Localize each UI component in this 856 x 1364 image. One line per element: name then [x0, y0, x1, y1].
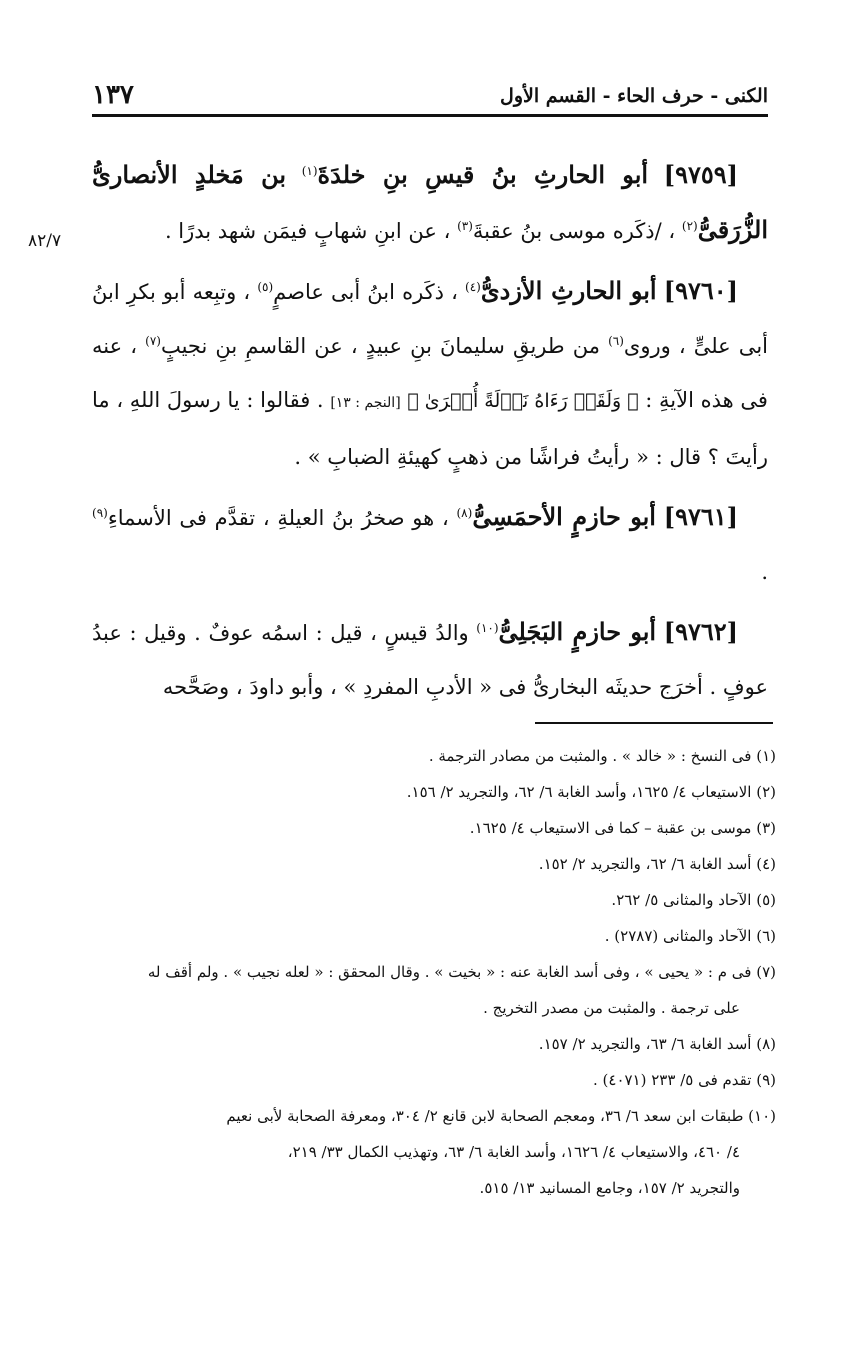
running-title: الكنى - حرف الحاء - القسم الأول — [500, 85, 768, 107]
footnote-marker: (٢) — [681, 219, 698, 233]
page-header — [92, 80, 768, 117]
footnote-continuation: على ترجمة . والمثبت من مصدر التخريج . — [483, 999, 740, 1017]
entry-text: . — [761, 560, 768, 584]
footnote-divider — [535, 722, 773, 724]
footnote-marker: (٨) — [456, 506, 473, 520]
footnote-marker: (١) — [301, 164, 318, 178]
footnote: (٧) فى م : « يحيى » ، وفى أسد الغابة عنه : « بخيت » . وقال المحقق : « لعله نجيب » . ولم أقف له — [147, 963, 776, 981]
footnote: (١٠) طبقات ابن سعد ٦/ ٣٦، ومعجم الصحابة لابن قانع ٢/ ٣٠٤، ومعرفة الصحابة لأبى نعيم — [226, 1107, 776, 1125]
footnote: (٢) الاستيعاب ٤/ ١٦٢٥، وأسد الغابة ٦/ ٦٢، والتجريد ٢/ ١٥٦. — [406, 783, 776, 801]
quran-verse: ﴿ وَلَقَدۡ رَءَاهُ نَزۡلَةً أُخۡرَىٰ ﴾ — [407, 390, 639, 412]
footnote: (٤) أسد الغابة ٦/ ٦٢، والتجريد ٢/ ١٥٢. — [538, 855, 776, 873]
footnote-marker: (٥) — [257, 280, 274, 294]
entry-text: ، عنه فى هذه الآيةِ : — [92, 334, 768, 412]
footnote-continuation: ٤/ ٤٦٠، والاستيعاب ٤/ ١٦٢٦، وأسد الغابة ٦/ ٦٣، وتهذيب الكمال ٣٣/ ٢١٩، — [287, 1143, 740, 1161]
footnote: (١) فى النسخ : « خالد » . والمثبت من مصادر الترجمة . — [428, 747, 776, 765]
entry-number: [٩٧٦٢] — [663, 617, 738, 646]
margin-volume-reference: ٨٢/٧ — [28, 231, 62, 251]
entry-9760 — [92, 264, 768, 484]
entry-text: ، ذكَره ابنُ أبى عاصمٍ — [273, 280, 458, 304]
footnote: (٨) أسد الغابة ٦/ ٦٣، والتجريد ٢/ ١٥٧. — [538, 1035, 776, 1053]
entry-text: ، هو صخرُ بنُ العيلةِ ، تقدَّم فى الأسماءِ — [107, 506, 449, 530]
entry-text: ، وتبِعه أبو بكرِ ابنُ أبى علىٍّ ، وروى — [92, 280, 768, 358]
footnote-marker: (٤) — [465, 280, 481, 294]
entry-9761 — [92, 490, 768, 599]
entry-name: أبو الحارثِ الأزدىُّ — [480, 276, 657, 305]
entry-name: أبو الحارثِ بنُ قيسِ بنِ خلدَةَ — [317, 160, 649, 189]
footnote: (٣) موسى بن عقبة – كما فى الاستيعاب ٤/ ١٦٢٥. — [469, 819, 776, 837]
footnote-marker: (٧) — [145, 334, 161, 348]
entry-text: ، عن ابنِ شهابٍ فيمَن شهد بدرًا . — [164, 219, 451, 243]
entry-9762 — [92, 605, 768, 714]
entry-number: [٩٧٦٠] — [663, 276, 738, 305]
page-number: ١٣٧ — [92, 80, 134, 110]
entry-nisba: الزُّرَقىُّ — [697, 215, 768, 244]
entry-text: والدُ قيسٍ ، قيل : اسمُه عوفٌ . وقيل : عبدُ عوفٍ . أخرَج حديثَه البخارىُّ فى « الأدبِ المفردِ » ، وأبو داودَ ، وصَحَّحه — [92, 621, 768, 699]
entry-9759 — [92, 148, 768, 258]
entry-number: [٩٧٥٩] — [663, 160, 738, 189]
footnote-marker: (٦) — [608, 334, 624, 348]
main-text — [92, 148, 768, 714]
footnote-marker: (٣) — [457, 219, 473, 233]
footnote: (٩) تقدم فى ٥/ ٢٣٣ (٤٠٧١) . — [593, 1071, 776, 1089]
entry-name: أبو حازمٍ الأحمَسِىُّ — [472, 502, 656, 531]
verse-reference: [النجم : ١٣] — [330, 395, 401, 411]
entry-number: [٩٧٦١] — [663, 502, 738, 531]
footnote: (٦) الآحاد والمثانى (٢٧٨٧) . — [604, 927, 776, 945]
footnote: (٥) الآحاد والمثانى ٥/ ٢٦٢. — [611, 891, 776, 909]
footnotes — [92, 738, 776, 1206]
footnote-continuation: والتجريد ٢/ ١٥٧، وجامع المسانيد ١٣/ ٥١٥. — [479, 1179, 740, 1197]
entry-name-continued: بن مَخلدٍ الأنصارىُّ — [92, 160, 287, 189]
footnote-marker: (١٠) — [476, 621, 499, 635]
footnote-marker: (٩) — [92, 506, 108, 520]
entry-text: . فقالوا : يا رسولَ اللهِ ، ما رأيتَ ؟ قال : « رأيتُ فراشًا من ذهبٍ كهيئةِ الضبابِ » . — [92, 388, 768, 469]
entry-text: من طريقِ سليمانَ بنِ عبيدٍ ، عن القاسمِ بنِ نجيبٍ — [160, 334, 600, 358]
entry-name: أبو حازمٍ البَجَلِىُّ — [498, 617, 657, 646]
entry-text: ، /ذكَره موسى بنُ عقبةَ — [472, 219, 676, 243]
